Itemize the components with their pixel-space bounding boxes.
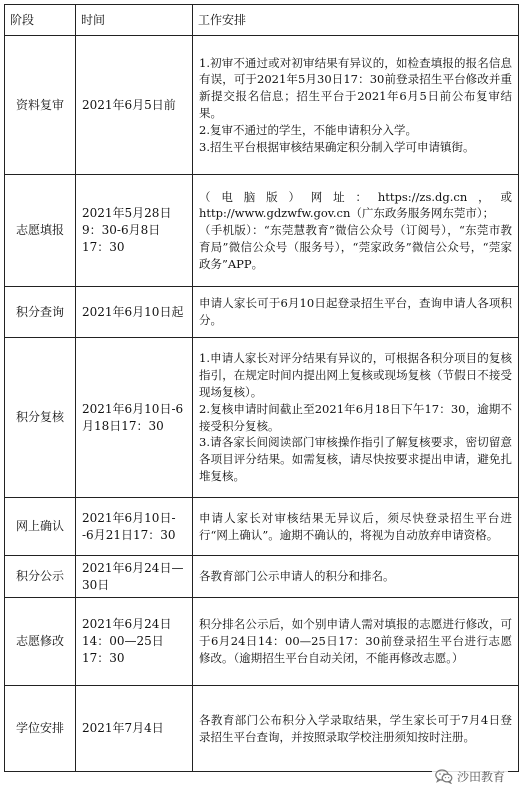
work-line: 各教育部门公示申请人的积分和排名。: [199, 569, 395, 584]
wechat-icon: [435, 769, 453, 784]
work-line: （手机版）：“东莞慧教育”微信公众号（订阅号），“东莞市教育局”微信公众号（服务号），“莞家政务”微信公众号，“莞家政务”APP。: [199, 223, 512, 271]
time-cell: 2021年6月24日—30日: [76, 556, 193, 598]
stage-cell: 积分公示: [5, 556, 76, 598]
stage-cell: 资料复审: [5, 36, 76, 175]
watermark: [432, 767, 508, 786]
work-cell: [193, 686, 519, 772]
header-work: 工作安排: [193, 5, 519, 36]
table-row: [5, 498, 519, 556]
time-cell: 2021年5月28日9：30-6月8日17：30: [76, 175, 193, 287]
watermark-text: 沙田教育: [456, 770, 505, 784]
table-row: [5, 338, 519, 498]
work-cell: [193, 598, 519, 686]
work-line: 积分排名公示后，如个别申请人需对填报的志愿进行修改，可于6月24日14：00—25日17：30前登录招生平台进行志愿修改。（逾期招生平台自动关闭，不能再修改志愿。）: [199, 617, 512, 665]
work-line: 2.复核申请时间截止至2021年6月18日下午17：30，逾期不接受积分复核。: [199, 401, 512, 433]
stage-cell: 网上确认: [5, 498, 76, 556]
work-cell: [193, 556, 519, 598]
stage-cell: 志愿填报: [5, 175, 76, 287]
table-row: [5, 598, 519, 686]
header-time: 时间: [76, 5, 193, 36]
stage-cell: 志愿修改: [5, 598, 76, 686]
time-cell: 2021年6月10日--6月21日17：30: [76, 498, 193, 556]
time-cell: 2021年6月10日起: [76, 287, 193, 338]
header-stage: 阶段: [5, 5, 76, 36]
work-line: 3.请各家长间阅读部门审核操作指引了解复核要求，密切留意各项目评分结果。如需复核，请尽快按要求提出申请，避免扎堆复核。: [199, 435, 512, 483]
time-cell: 2021年7月4日: [76, 686, 193, 772]
stage-cell: 学位安排: [5, 686, 76, 772]
schedule-table: [4, 4, 519, 772]
work-line: 申请人家长可于6月10日起登录招生平台，查询申请人各项积分。: [199, 296, 512, 327]
work-cell: [193, 338, 519, 498]
work-line: 3.招生平台根据审核结果确定积分制入学可申请镇街。: [199, 139, 475, 154]
work-line: 申请人家长对审核结果无异议后，须尽快登录招生平台进行“网上确认”。逾期不确认的，将视为自动放弃申请资格。: [199, 510, 512, 542]
document-page: [4, 4, 518, 794]
work-cell: [193, 498, 519, 556]
work-line: 1.申请人家长对评分结果有异议的，可根据各积分项目的复核指引，在规定时间内提出网上复核或现场复核（节假日不接受现场复核）。: [199, 351, 512, 399]
table-row: [5, 36, 519, 175]
time-cell: 2021年6月10日-6月18日17：30: [76, 338, 193, 498]
work-line: （电脑版）网址：https://zs.dg.cn，或http://www.gdzwfw.gov.cn（广东政务服务网东莞市）；: [199, 189, 512, 221]
work-line: 2.复审不通过的学生，不能申请积分入学。: [199, 122, 417, 137]
stage-cell: 积分查询: [5, 287, 76, 338]
work-cell: [193, 36, 519, 175]
work-cell: [193, 287, 519, 338]
table-row: [5, 175, 519, 287]
time-cell: 2021年6月24日14：00—25日17：30: [76, 598, 193, 686]
stage-cell: 积分复核: [5, 338, 76, 498]
work-cell: [193, 175, 519, 287]
work-line: 1.初审不通过或对初审结果有异议的，如检查填报的报名信息有误，可于2021年5月30日17：30前登录招生平台修改并重新提交报名信息；招生平台于2021年6月5日前公布复审结果。: [199, 55, 512, 120]
table-header-row: [5, 5, 519, 36]
work-line: 各教育部门公布积分入学录取结果，学生家长可于7月4日登录招生平台查询，并按照录取学校注册须知按时注册。: [199, 712, 512, 744]
table-row: [5, 556, 519, 598]
table-row: [5, 287, 519, 338]
time-cell: 2021年6月5日前: [76, 36, 193, 175]
table-row: [5, 686, 519, 772]
